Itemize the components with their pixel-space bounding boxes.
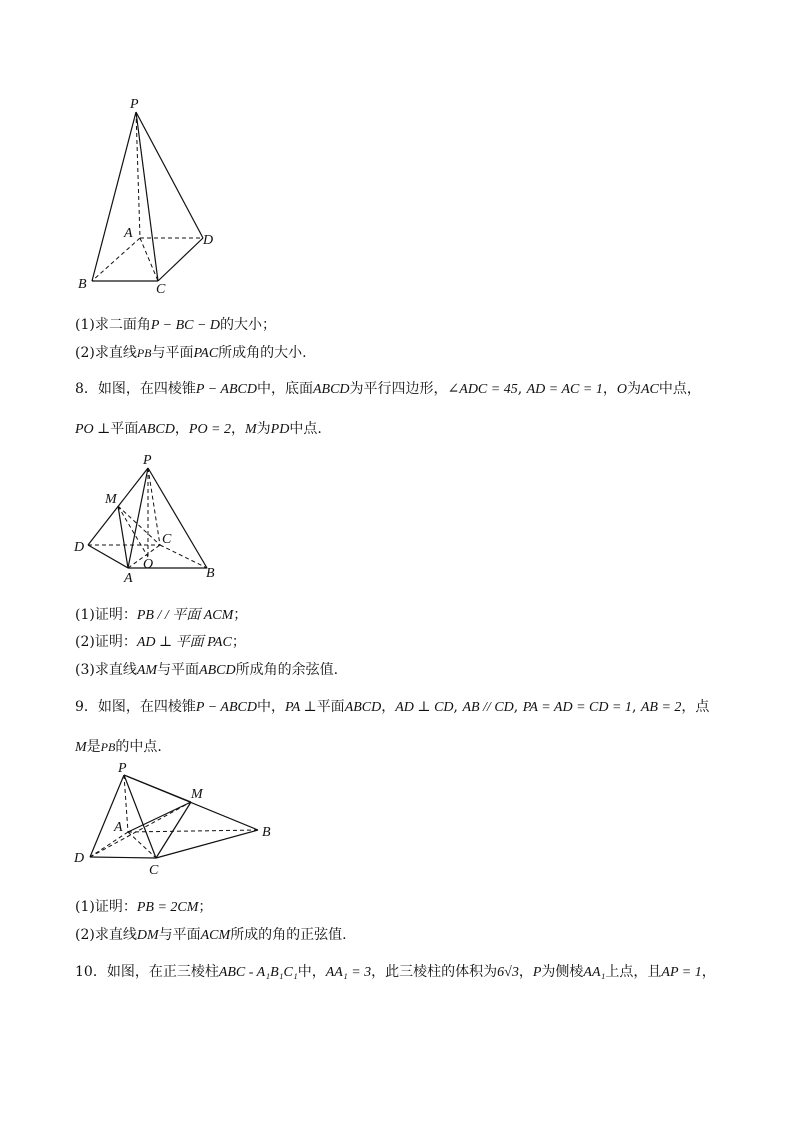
q8-e2: ABCD <box>312 382 350 397</box>
q9-t4: ，点 <box>681 699 710 715</box>
q7-part2-mid: 与平面 <box>151 345 194 361</box>
q9-part2-prefix: (2)求直线 <box>75 927 137 943</box>
q9-e5: AB // CD <box>462 700 514 715</box>
q10-line1 <box>75 963 716 982</box>
q9-e4: AD ⊥ CD <box>395 700 454 715</box>
q8-t2: 为平行四边形， <box>349 381 448 397</box>
figure9-label-p: P <box>118 761 127 776</box>
figure9-label-a: A <box>114 820 123 835</box>
q10-t2: ，此三棱柱的体积为 <box>371 964 498 980</box>
q10-e3: 6√3 <box>497 965 519 980</box>
figure8-label-m: M <box>105 492 117 507</box>
q8-num: 8．如图，在四棱锥 <box>75 381 196 397</box>
q8-part3-prefix: (3)求直线 <box>75 662 137 678</box>
q9-e7: AB = 2 <box>640 700 682 715</box>
q10-t6: ， <box>701 964 716 980</box>
q9-t1: 中， <box>256 699 285 715</box>
q9-line1: 9．如图，在四棱锥P − ABCD中，PA ⊥平面ABCD，AD ⊥ CD, AB // CD, PA = AD = CD = 1, AB = 2，点 <box>75 699 710 715</box>
q7-part2-expr1: PB <box>136 346 152 360</box>
q10-t1: 中， <box>297 964 326 980</box>
q10-t5: 上点，且 <box>605 964 662 980</box>
q9-t3: ， <box>381 699 396 715</box>
q9-e6: PA = AD = CD = 1 <box>522 700 632 715</box>
q10-e5: AA₁ <box>583 965 606 980</box>
q10-e2: AA₁ = 3 <box>325 965 372 980</box>
q9-l2-t2: 的中点. <box>115 739 162 755</box>
q8-part3-suffix: 所成角的余弦值. <box>235 662 339 678</box>
q8-part1-prefix: (1)证明： <box>75 607 137 623</box>
figure8-label-d: D <box>74 540 85 555</box>
q8-l2-t5: 中点. <box>289 421 322 437</box>
q10-e4: P <box>532 965 542 980</box>
figure8-label-o: O <box>143 557 154 572</box>
q9-part1-prefix: (1)证明： <box>75 899 137 915</box>
q9-part2-suffix: 所成的角的正弦值. <box>230 927 347 943</box>
figure9-label-m: M <box>191 787 203 802</box>
q9-e3: ABCD <box>344 700 382 715</box>
q7-part1-suffix: 的大小； <box>220 317 277 333</box>
q9-part1-expr: PB = 2CM <box>136 900 199 915</box>
q8-part2-suffix: ； <box>231 634 246 650</box>
q9-part2-expr1: DM <box>136 928 159 943</box>
figure8-label-b: B <box>206 566 215 581</box>
q7-part2-prefix: (2)求直线 <box>75 345 137 361</box>
q8-l2-t2: ， <box>174 421 189 437</box>
figure1-label-d: D <box>203 233 214 248</box>
q8-t1: 中，底面 <box>256 381 313 397</box>
figure8-label-a: A <box>124 571 133 586</box>
q7-part2-suffix: 所成角的大小. <box>218 345 307 361</box>
q8-l2-e5: PD <box>270 422 290 437</box>
q10-t4: 为侧棱 <box>541 964 584 980</box>
q8-part3-expr2: ABCD <box>199 663 236 678</box>
q8-line1: 8．如图，在四棱锥P − ABCD中，底面ABCD为平行四边形，∠ADC = 45, AD = AC = 1，O为AC中点， <box>75 381 701 397</box>
q8-part3-mid: 与平面 <box>157 662 200 678</box>
q7-part2-expr2: PAC <box>193 346 219 361</box>
q9-part2 <box>75 926 347 945</box>
q9-part2-mid: 与平面 <box>158 927 201 943</box>
q8-l2-e4: M <box>245 422 257 437</box>
q9-l2-e2: PB <box>100 740 116 754</box>
q8-e5: O <box>616 382 627 397</box>
q8-e1: P − ABCD <box>195 382 257 397</box>
q7-part1-prefix: (1)求二面角 <box>75 317 151 333</box>
q8-l2-e2: ABCD <box>138 422 175 437</box>
q10-t3: ， <box>518 964 533 980</box>
q9-l2-e1: M <box>75 740 87 755</box>
q8-l2-t1: 平面 <box>110 421 139 437</box>
figure9-edges <box>90 775 258 858</box>
q9-part1-suffix: ； <box>198 899 213 915</box>
q8-part2-expr: AD ⊥ 平面 PAC <box>136 635 232 650</box>
q8-l2-e1: PO ⊥ <box>75 422 111 437</box>
q10-e6: AP = 1 <box>661 965 702 980</box>
q8-t4: 为 <box>626 381 641 397</box>
q9-num: 9．如图，在四棱锥 <box>75 699 196 715</box>
q8-part3-expr1: AM <box>136 663 158 678</box>
q8-e4: AD = AC = 1 <box>526 382 603 397</box>
q8-l2-t3: ， <box>231 421 245 437</box>
figure9-label-d: D <box>74 851 85 866</box>
q8-part1-suffix: ； <box>233 607 248 623</box>
q9-part1 <box>75 898 212 917</box>
q8-part2-prefix: (2)证明： <box>75 634 137 650</box>
figure1-label-p: P <box>130 97 139 112</box>
q9-t2: 平面 <box>316 699 345 715</box>
q8-t3: ， <box>602 381 617 397</box>
figure8-label-c: C <box>162 532 172 547</box>
q10-num: 10．如图，在正三棱柱 <box>75 964 219 980</box>
q8-l2-e3: PO = 2 <box>188 422 231 437</box>
q7-part1-expr: P − BC − D <box>150 318 221 333</box>
q9-e2: PA ⊥ <box>284 700 317 715</box>
q8-t5: 中点， <box>658 381 701 397</box>
figure1-label-c: C <box>156 282 166 297</box>
q8-l2-t4: 为 <box>256 421 271 437</box>
figure9-label-c: C <box>149 863 159 878</box>
q10-e1: ABC - A₁B₁C₁ <box>218 965 298 980</box>
q8-e3: ∠ADC = 45 <box>447 382 518 397</box>
q8-part1-expr: PB / / 平面 ACM <box>136 608 234 623</box>
figure9-label-b: B <box>262 825 271 840</box>
figure1-label-a: A <box>124 226 133 241</box>
figure1-label-b: B <box>78 277 87 292</box>
q9-l2-t1: 是 <box>86 739 101 755</box>
q8-e6: AC <box>640 382 659 397</box>
figure8-label-p: P <box>143 453 152 468</box>
q9-e1: P − ABCD <box>195 700 257 715</box>
q9-part2-expr2: ACM <box>200 928 231 943</box>
